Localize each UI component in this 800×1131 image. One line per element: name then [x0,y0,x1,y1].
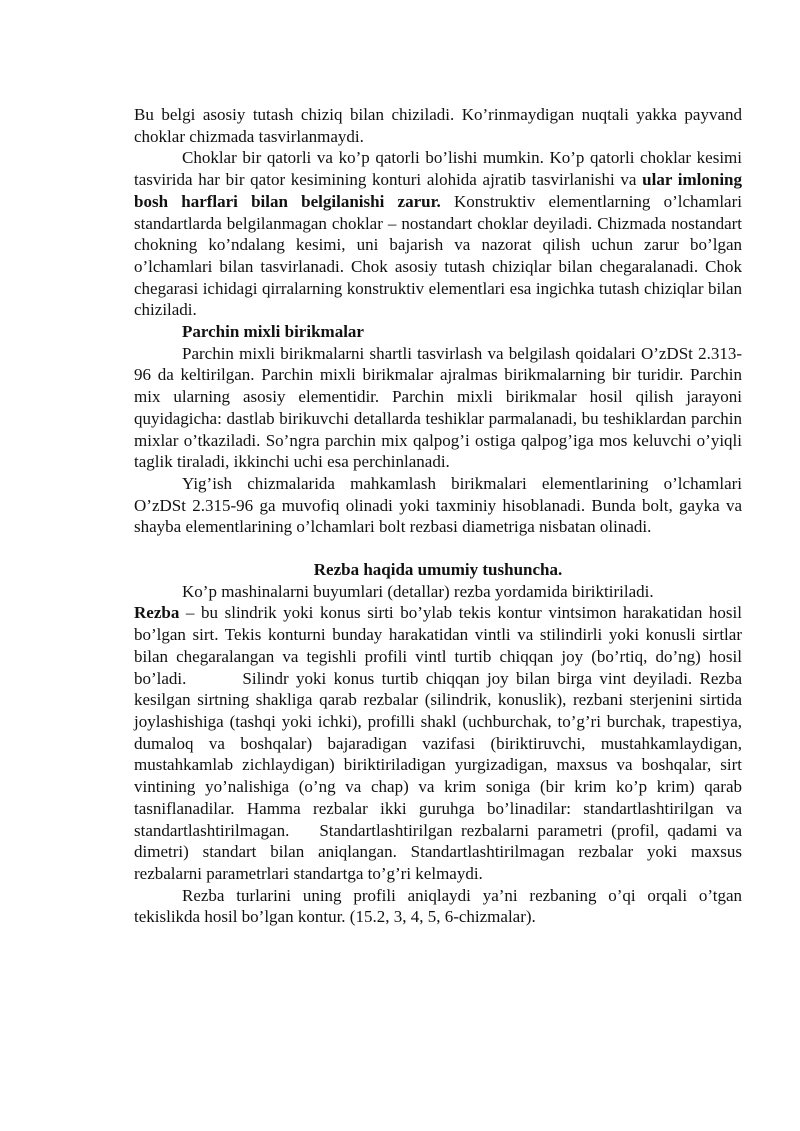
paragraph-7: Rezba turlarini uning profili aniqlaydi ya’ni rezbaning o’qi orqali o’tgan tekislikda hosil bo’lgan kontur. (15.2, 3, 4, 5, 6-chizmalar). [134,885,742,927]
paragraph-5: Ko’p mashinalarni buyumlari (detallar) rezba yordamida biriktiriladi. [182,581,654,601]
blank-line [134,538,742,559]
paragraph-3: Parchin mixli birikmalarni shartli tasvirlash va belgilash qoidalari O’zDSt 2.313-96 da keltirilgan. Parchin mixli birikmalar ajralmas birikmalarning bir turidir. Parchin mix ularning asosiy elementidir. Parchin mixli birikmalar hosil qilish jarayoni quyidagicha: dastlab birikuvchi detallarda teshiklar parmalanadi, bu teshiklardan parchin mixlar o’tkaziladi. So’ngra parchin mix qalpog’i ostiga qalpog’iga mos keluvchi o’yiqli taglik tiraladi, ikkinchi uchi esa perchinlanadi. [134,343,742,472]
paragraph-2-text-end: Konstruktiv elementlarning o’lchamlari standartlarda belgilanmagan choklar – nostandart choklar deyiladi. Chizmada nostandart chokning ko’ndalang kesimi, uni bajarish va nazorat qilish uchun zarur bo’lgan o’lchamlari bilan tasvirlanadi. Chok asosiy tutash chiziqlar bilan chegaralanadi. Chok chegarasi ichidagi qirralarning konstruktiv elementlari esa ingichka tutash chiziqlar bilan chiziladi. [134,191,742,320]
section-heading-rezba: Rezba haqida umumiy tushuncha. [313,560,563,580]
paragraph-6-text-c: Standartlashtirilgan rezbalarni parametri (profil, qadami va dimetri) standart bilan aniqlangan. Standartlashtirilmagan rezbalar yoki maxsus rezbalarni parametrlari standartga to’g’ri kelmaydi. [134,820,742,883]
paragraph-6 [134,602,742,884]
paragraph-1-text: Bu belgi asosiy tutash chiziq bilan chiziladi. Ko’rinmaydigan nuqtali yakka payvand choklar chizmada tasvirlanmaydi. [134,105,742,146]
document-body [134,104,742,928]
paragraph-6-text-a: – bu slindrik yoki konus sirti bo’ylab tekis kontur vintsimon harakatidan hosil bo’lgan sirt. Tekis konturni bunday harakatidan vintli va stilindirli yoki konusli sirtlar bilan chegaralangan va tegishli profili vintl turtib chiqqan joy (bo’rtiq, do’ng) hosil bo’ladi. [134,603,742,688]
paragraph-4: Yig’ish chizmalarida mahkamlash birikmalari elementlarining o’lchamlari O’zDSt 2.315-96 ga muvofiq olinadi yoki taxminiy hisoblanadi. Bunda bolt, gayka va shayba elementlarining o’lchamlari bolt rezbasi diametriga nisbatan olinadi. [134,473,742,537]
paragraph-2-text-start: Choklar bir qatorli va ko’p qatorli bo’lishi mumkin. Ko’p qatorli choklar kesimi tasvirida har bir qator kesimining konturi alohida ajratib tasvirlanishi va [134,148,742,190]
paragraph-2 [134,147,742,321]
paragraph-6-text-b: Silindr yoki konus turtib chiqqan joy bilan birga vint deyiladi. Rezba kesilgan sirtning shakliga qarab rezbalar (silindrik, konuslik), rezbani sterjenini sirtida joylashishiga (tashqi yoki ichki), profilli shakl (uchburchak, to’g’ri burchak, trapestiya, dumaloq va boshqalar) bajaradigan vazifasi (biriktiruvchi, mustahkamlaydigan, mustahkamlab zichlaydigan) biriktiriladigan yurgizadigan, maxsus va boshqalar, sirt vintining yo’nalishiga (o’ng va chap) va krim soniga (bir krim ko’p krim) qarab tasniflanadilar. Hamma rezbalar ikki guruhga bo’linadilar: standartlashtirilgan va standartlashtirilmagan. [134,668,742,840]
paragraph-1 [134,104,742,147]
rezba-term: Rezba [134,603,180,623]
paragraph-2-bold-text: ular imloning bosh harflari bilan belgilanishi zarur. [134,170,742,211]
section-heading-parchin: Parchin mixli birikmalar [182,322,364,342]
